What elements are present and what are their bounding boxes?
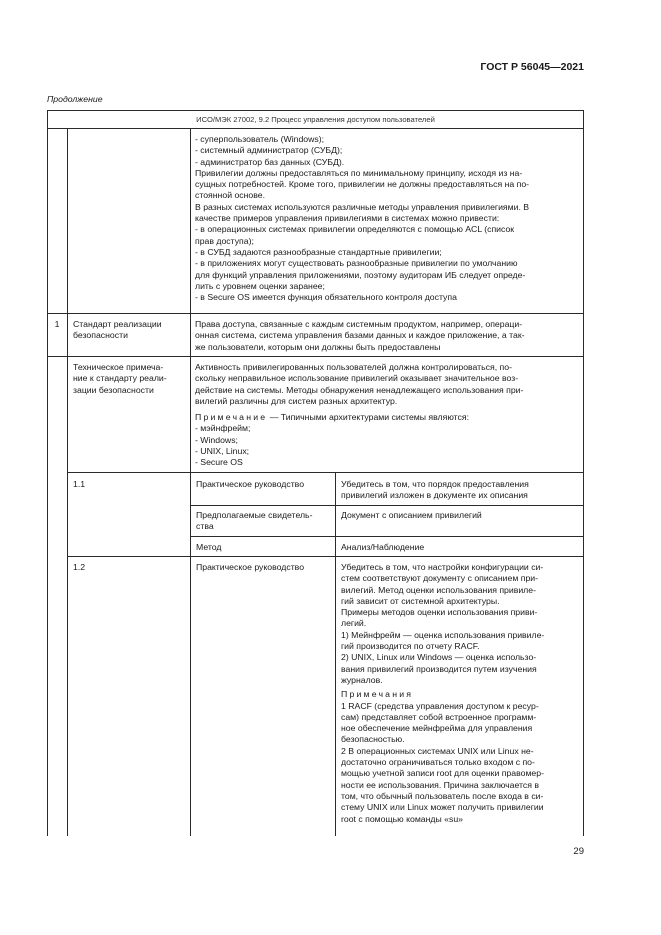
sub1-2-notes-label: Примечания — [341, 689, 414, 700]
sub1-2-line: 2) UNIX, Linux или Windows — оценка использо- — [341, 652, 537, 663]
continuation-label: Продолжение — [47, 94, 103, 104]
sub1-2-line: гий производится по отчету RACF. — [341, 641, 480, 652]
technote-text-line: вилегий различны для систем разных архитектур. — [195, 395, 398, 406]
note-item: - Secure OS — [195, 457, 243, 468]
sub1-2-note-line: 2 В операционных системах UNIX или Linux не- — [341, 745, 534, 756]
note-item: - мэйнфрейм; — [195, 423, 251, 434]
sub1-1-method-label: Метод — [196, 542, 222, 552]
row1-rule — [47, 356, 584, 357]
sub1-2-line: Убедитесь в том, что настройки конфигурации си- — [341, 562, 544, 572]
sub1-2-note-line: достаточно ограничиваться только входом с по- — [341, 757, 535, 768]
row1-text — [195, 319, 579, 353]
intro-line: В разных системах используются различные методы управления привилегиями. В — [195, 201, 530, 212]
row1-label — [73, 319, 186, 342]
note-label: Примечание — [195, 412, 268, 423]
technote-text-line: действие на системы. Методы обнаружения ненадлежащего использования при- — [195, 384, 524, 395]
intro-line: для функций управления приложениями, поэтому аудиторам ИБ следует опреде- — [195, 269, 526, 280]
sub1-2-note-line: 1 RACF (средства управления доступом к ресур- — [341, 700, 539, 711]
sub1-2-line: легий. — [341, 618, 367, 629]
sub1-2-note-line: том, что обычный пользователь после входа в си- — [341, 790, 544, 801]
sub1-2-note-line: ности ее использования. Причина заключается в — [341, 779, 539, 790]
note-item: - UNIX, Linux; — [195, 446, 250, 457]
page-number: 29 — [573, 846, 584, 857]
row1-text-line: Права доступа, связанные с каждым системным продуктом, например, операци- — [195, 319, 523, 329]
intro-line: - в операционных системах привилегии определяются с помощью ACL (список — [195, 224, 515, 235]
sub1-2-guidance-label: Практическое руководство — [196, 562, 305, 572]
intro-line: - в приложениях могут существовать разнообразные привилегии по умолчанию — [195, 258, 518, 269]
row1-label-line: Стандарт реализации — [73, 319, 162, 329]
intro-rule — [47, 313, 584, 314]
intro-line: - системный администратор (СУБД); — [195, 145, 343, 156]
table-border-left — [47, 110, 48, 836]
intro-line: стоянной основе. — [195, 190, 266, 201]
intro-text — [195, 134, 579, 303]
title-rule — [47, 128, 584, 129]
intro-line: - администратор баз данных (СУБД). — [195, 156, 345, 167]
sub1-2-note-line: безопасностью. — [341, 734, 405, 745]
sub1-2-note-line: ное обеспечение мейнфрейма для управления — [341, 723, 533, 734]
row1-text-line: онная система, система управления базами данных и каждое приложение, а так- — [195, 330, 525, 341]
sub1-1-evidence-label — [196, 510, 331, 533]
col-num-divider — [67, 128, 68, 836]
technote-text — [195, 362, 579, 469]
intro-line: Привилегии должны предоставляться по минимальному принципу, исходя из на- — [195, 167, 523, 178]
row1-text-line: же пользователи, которым они должны быть предоставлены — [195, 341, 441, 352]
row1-label-line: безопасности — [73, 330, 128, 341]
sub1-evidence-rule — [190, 536, 584, 537]
intro-line: сущных потребностей. Кроме того, привилегии не должны предоставляться на по- — [195, 179, 530, 190]
technote-label-line: Техническое примеча- — [73, 362, 164, 372]
sub1-2-line: журналов. — [341, 674, 383, 685]
intro-line: качестве примеров управления привилегиями в системах можно привести: — [195, 213, 500, 224]
evidence-label-line: ства — [196, 521, 214, 532]
table-border-top — [47, 110, 584, 111]
standard-number: ГОСТ Р 56045—2021 — [480, 61, 584, 73]
sub1-2-line: 1) Мейнфрейм — оценка использования привиле- — [341, 629, 545, 640]
sub1-1-evidence-text: Документ с описанием привилегий — [341, 510, 482, 520]
sub1-2-line: вилегий. Метод оценки использования привиле- — [341, 584, 536, 595]
intro-line: лить с уровнем оценки заранее; — [195, 280, 325, 291]
table-border-right — [583, 110, 584, 836]
sub1-1-number: 1.1 — [73, 479, 86, 489]
technote-rule — [67, 472, 584, 473]
sub1-1-method-text: Анализ/Наблюдение — [341, 542, 425, 552]
sub1-2-note-line: мощью учетной записи root для оценки правомер- — [341, 768, 544, 779]
sub1-1-guidance-text — [341, 479, 578, 502]
intro-line: - в Secure OS имеется функция обязательного контроля доступа — [195, 292, 457, 303]
technote-text-line: Активность привилегированных пользователей должна контролироваться, по- — [195, 362, 512, 372]
sub1-2-number: 1.2 — [73, 562, 86, 572]
note-item: - Windows; — [195, 434, 238, 445]
sub1-method-rule — [67, 556, 584, 557]
sub1-2-line: гий зависит от системной архитектуры. — [341, 595, 500, 606]
sub1-2-note-line: стему UNIX или Linux может получить привилегии — [341, 802, 544, 813]
technote-label — [73, 362, 186, 396]
sub1-2-line: вания привилегий производится путем изучения — [341, 663, 537, 674]
technote-note — [195, 412, 579, 423]
sub1-2-note-line: root с помощью команды «su» — [341, 813, 463, 824]
sub1-2-line: Примеры методов оценки использования приви- — [341, 607, 538, 618]
sub1-1-guidance-line: привилегий изложен в документе их описания — [341, 490, 528, 501]
sub1-1-guidance-line: Убедитесь в том, что порядок предоставления — [341, 479, 529, 489]
sub1-2-guidance-text — [341, 562, 578, 825]
sub1-2-note-line: сам) представляет собой встроенное программ- — [341, 711, 537, 722]
technote-label-line: ние к стандарту реали- — [73, 373, 167, 384]
sub1-2-line: стем соответствуют документу с описанием при- — [341, 573, 539, 584]
requirements-table — [47, 110, 584, 836]
col-guidance-divider — [335, 472, 336, 836]
intro-line: - суперпользователь (Windows); — [195, 134, 325, 144]
col-label-divider — [190, 128, 191, 836]
intro-line: прав доступа); — [195, 235, 254, 246]
note-tail: — Типичными архитектурами системы являются: — [267, 412, 469, 423]
sub1-1-guidance-label: Практическое руководство — [196, 479, 305, 489]
table-title: ИСО/МЭК 27002, 9.2 Процесс управления доступом пользователей — [196, 115, 435, 124]
row1-number: 1 — [54, 319, 60, 329]
sub1-guidance-rule — [190, 505, 584, 506]
evidence-label-line: Предполагаемые свидетель- — [196, 510, 313, 520]
technote-text-line: скольку неправильное использование привилегий оказывает значительное воз- — [195, 373, 519, 384]
technote-label-line: зации безопасности — [73, 384, 154, 395]
intro-line: - в СУБД задаются разнообразные стандартные привилегии; — [195, 246, 442, 257]
